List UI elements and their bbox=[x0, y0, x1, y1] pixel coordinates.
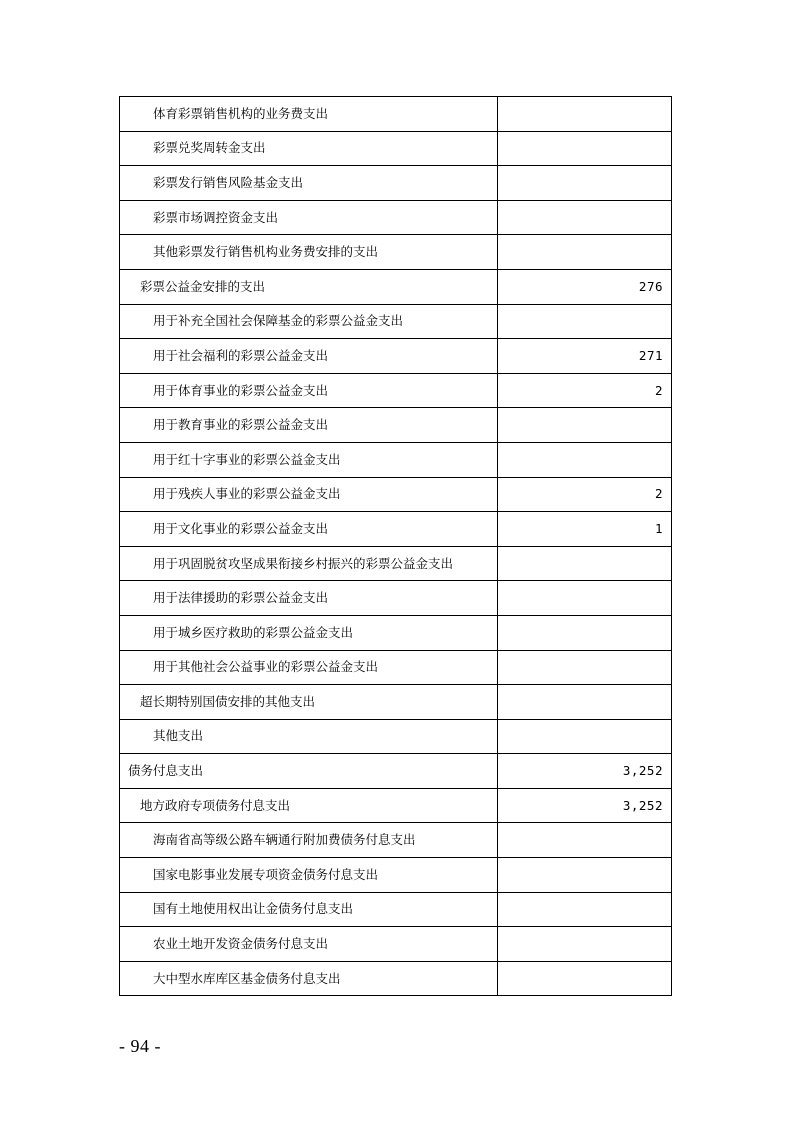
row-amount bbox=[498, 892, 672, 927]
row-label: 彩票兑奖周转金支出 bbox=[120, 131, 498, 166]
table-row bbox=[120, 858, 672, 893]
table-row bbox=[120, 512, 672, 547]
row-label: 超长期特别国债安排的其他支出 bbox=[120, 685, 498, 720]
row-label: 用于社会福利的彩票公益金支出 bbox=[120, 339, 498, 374]
row-amount: 1 bbox=[498, 512, 672, 547]
row-label: 海南省高等级公路车辆通行附加费债务付息支出 bbox=[120, 823, 498, 858]
row-amount: 2 bbox=[498, 373, 672, 408]
table-row bbox=[120, 373, 672, 408]
table-row bbox=[120, 339, 672, 374]
row-label: 用于巩固脱贫攻坚成果衔接乡村振兴的彩票公益金支出 bbox=[120, 546, 498, 581]
row-label: 彩票公益金安排的支出 bbox=[120, 269, 498, 304]
row-label: 用于补充全国社会保障基金的彩票公益金支出 bbox=[120, 304, 498, 339]
row-label: 其他支出 bbox=[120, 719, 498, 754]
row-amount bbox=[498, 927, 672, 962]
table-row bbox=[120, 719, 672, 754]
row-amount bbox=[498, 304, 672, 339]
row-label: 用于教育事业的彩票公益金支出 bbox=[120, 408, 498, 443]
row-amount bbox=[498, 719, 672, 754]
row-label: 用于其他社会公益事业的彩票公益金支出 bbox=[120, 650, 498, 685]
row-amount bbox=[498, 650, 672, 685]
row-amount: 3,252 bbox=[498, 754, 672, 789]
row-amount bbox=[498, 823, 672, 858]
table-row bbox=[120, 581, 672, 616]
row-label: 国家电影事业发展专项资金债务付息支出 bbox=[120, 858, 498, 893]
row-amount bbox=[498, 408, 672, 443]
row-amount: 3,252 bbox=[498, 788, 672, 823]
row-label: 用于残疾人事业的彩票公益金支出 bbox=[120, 477, 498, 512]
page-number: - 94 - bbox=[119, 1036, 161, 1056]
table-row bbox=[120, 97, 672, 132]
row-label: 农业土地开发资金债务付息支出 bbox=[120, 927, 498, 962]
table-row bbox=[120, 200, 672, 235]
row-amount: 276 bbox=[498, 269, 672, 304]
table-row bbox=[120, 166, 672, 201]
budget-expenditure-table bbox=[119, 96, 672, 996]
row-amount bbox=[498, 200, 672, 235]
table-row bbox=[120, 961, 672, 996]
row-label: 彩票发行销售风险基金支出 bbox=[120, 166, 498, 201]
row-label: 用于体育事业的彩票公益金支出 bbox=[120, 373, 498, 408]
row-amount bbox=[498, 615, 672, 650]
row-amount bbox=[498, 858, 672, 893]
row-label: 体育彩票销售机构的业务费支出 bbox=[120, 97, 498, 132]
row-amount bbox=[498, 685, 672, 720]
row-amount bbox=[498, 235, 672, 270]
row-amount bbox=[498, 581, 672, 616]
table-row bbox=[120, 823, 672, 858]
row-label: 大中型水库库区基金债务付息支出 bbox=[120, 961, 498, 996]
row-amount bbox=[498, 166, 672, 201]
table-row bbox=[120, 892, 672, 927]
row-amount bbox=[498, 97, 672, 132]
table-row bbox=[120, 235, 672, 270]
table-row bbox=[120, 927, 672, 962]
table-row bbox=[120, 788, 672, 823]
row-amount bbox=[498, 442, 672, 477]
table-row bbox=[120, 408, 672, 443]
row-amount: 2 bbox=[498, 477, 672, 512]
table-row bbox=[120, 131, 672, 166]
table-row bbox=[120, 477, 672, 512]
row-label: 用于红十字事业的彩票公益金支出 bbox=[120, 442, 498, 477]
table-row bbox=[120, 442, 672, 477]
table-body bbox=[120, 97, 672, 996]
row-label: 彩票市场调控资金支出 bbox=[120, 200, 498, 235]
row-amount: 271 bbox=[498, 339, 672, 374]
table-row bbox=[120, 546, 672, 581]
table-row bbox=[120, 650, 672, 685]
row-label: 债务付息支出 bbox=[120, 754, 498, 789]
row-label: 其他彩票发行销售机构业务费安排的支出 bbox=[120, 235, 498, 270]
row-amount bbox=[498, 131, 672, 166]
row-label: 用于文化事业的彩票公益金支出 bbox=[120, 512, 498, 547]
row-label: 用于城乡医疗救助的彩票公益金支出 bbox=[120, 615, 498, 650]
table-row bbox=[120, 615, 672, 650]
table-row bbox=[120, 754, 672, 789]
table-row bbox=[120, 269, 672, 304]
row-amount bbox=[498, 961, 672, 996]
table-row bbox=[120, 304, 672, 339]
row-label: 国有土地使用权出让金债务付息支出 bbox=[120, 892, 498, 927]
row-label: 用于法律援助的彩票公益金支出 bbox=[120, 581, 498, 616]
table-row bbox=[120, 685, 672, 720]
row-amount bbox=[498, 546, 672, 581]
row-label: 地方政府专项债务付息支出 bbox=[120, 788, 498, 823]
